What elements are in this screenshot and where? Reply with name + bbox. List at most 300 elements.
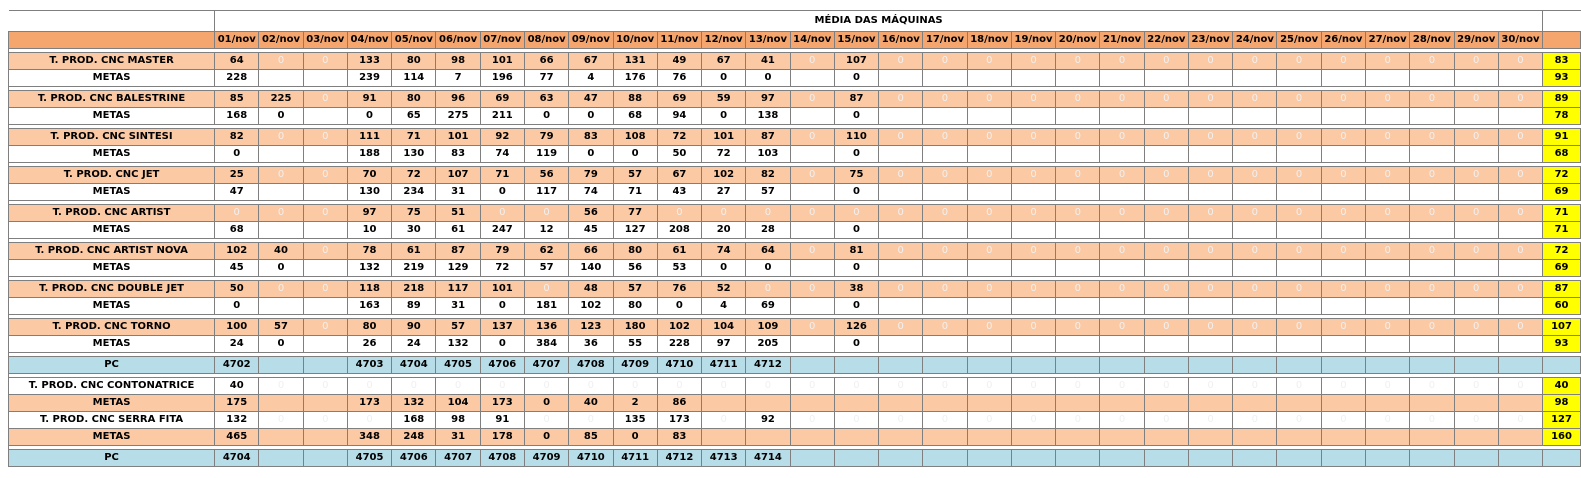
meta-value[interactable] [1277,70,1321,87]
meta-value[interactable]: 0 [702,108,746,125]
meta-value[interactable] [1100,429,1144,446]
production-value[interactable]: 41 [746,53,790,70]
production-value[interactable]: 0 [1144,243,1188,260]
day-header[interactable]: 24/nov [1233,32,1277,49]
meta-value[interactable] [1410,184,1454,201]
meta-value[interactable] [1233,184,1277,201]
meta-value[interactable]: 0 [834,298,878,315]
pc-value[interactable] [1144,450,1188,467]
meta-value[interactable]: 104 [436,395,480,412]
meta-value[interactable] [1277,260,1321,277]
pc-value[interactable] [1277,450,1321,467]
production-value[interactable]: 0 [1454,205,1498,222]
production-value[interactable]: 0 [1366,412,1410,429]
pc-value[interactable]: 4704 [392,357,436,374]
meta-value[interactable]: 196 [480,70,524,87]
meta-value[interactable] [923,108,967,125]
pc-value[interactable] [879,450,923,467]
production-value[interactable]: 0 [1100,53,1144,70]
meta-value[interactable]: 0 [347,108,391,125]
meta-value[interactable] [1366,260,1410,277]
meta-value[interactable] [303,429,347,446]
meta-value[interactable] [1011,146,1055,163]
pc-value[interactable] [1011,357,1055,374]
production-value[interactable]: 102 [215,243,259,260]
production-value[interactable]: 57 [613,281,657,298]
pc-value[interactable]: 4712 [657,450,701,467]
meta-value[interactable] [1011,298,1055,315]
corner-cell[interactable] [9,11,215,32]
production-value[interactable]: 0 [1011,167,1055,184]
production-value[interactable]: 0 [1100,129,1144,146]
meta-value[interactable] [1366,336,1410,353]
production-value[interactable]: 0 [1321,129,1365,146]
production-value[interactable]: 0 [1100,91,1144,108]
production-value[interactable]: 0 [303,129,347,146]
meta-value[interactable]: 24 [392,336,436,353]
meta-value[interactable]: 0 [215,298,259,315]
meta-value[interactable]: 10 [347,222,391,239]
pc-value[interactable]: 4710 [569,450,613,467]
meta-value[interactable]: 45 [215,260,259,277]
production-value[interactable]: 0 [1188,91,1232,108]
production-value[interactable]: 0 [303,412,347,429]
meta-value[interactable]: 119 [524,146,568,163]
production-value[interactable]: 0 [1321,53,1365,70]
pc-value[interactable] [1277,357,1321,374]
production-value[interactable]: 135 [613,412,657,429]
day-header[interactable]: 11/nov [657,32,701,49]
meta-value[interactable] [1454,336,1498,353]
meta-value[interactable] [1144,108,1188,125]
meta-value[interactable]: 47 [215,184,259,201]
meta-value[interactable] [1277,336,1321,353]
meta-value[interactable]: 30 [392,222,436,239]
meta-value[interactable]: 20 [702,222,746,239]
production-value[interactable]: 0 [1498,205,1542,222]
meta-value[interactable] [1188,222,1232,239]
production-value[interactable]: 0 [1277,205,1321,222]
production-value[interactable]: 0 [303,205,347,222]
production-value[interactable]: 0 [923,205,967,222]
production-value[interactable]: 0 [967,243,1011,260]
production-average[interactable]: 72 [1543,167,1581,184]
pc-value[interactable] [1100,450,1144,467]
production-value[interactable]: 100 [215,319,259,336]
production-value[interactable]: 0 [259,205,303,222]
day-header[interactable]: 25/nov [1277,32,1321,49]
pc-value[interactable] [834,357,878,374]
meta-value[interactable]: 68 [613,108,657,125]
production-value[interactable]: 0 [834,378,878,395]
meta-value[interactable] [790,222,834,239]
meta-value[interactable]: 228 [215,70,259,87]
meta-value[interactable]: 65 [392,108,436,125]
production-value[interactable]: 47 [569,91,613,108]
production-value[interactable]: 0 [967,129,1011,146]
meta-value[interactable]: 130 [392,146,436,163]
header-blank[interactable] [9,32,215,49]
production-value[interactable]: 0 [1011,205,1055,222]
production-value[interactable]: 0 [1011,281,1055,298]
meta-value[interactable] [1233,222,1277,239]
metas-label[interactable]: METAS [9,184,215,201]
production-value[interactable]: 0 [1011,53,1055,70]
production-value[interactable]: 81 [834,243,878,260]
production-value[interactable]: 0 [347,412,391,429]
production-value[interactable]: 126 [834,319,878,336]
production-value[interactable]: 0 [1454,91,1498,108]
metas-label[interactable]: METAS [9,429,215,446]
meta-value[interactable] [1498,260,1542,277]
day-header[interactable]: 08/nov [524,32,568,49]
machine-label[interactable]: T. PROD. CNC DOUBLE JET [9,281,215,298]
production-value[interactable]: 0 [613,378,657,395]
meta-value[interactable]: 168 [215,108,259,125]
meta-value[interactable]: 83 [436,146,480,163]
production-value[interactable]: 80 [392,91,436,108]
production-value[interactable]: 0 [1277,129,1321,146]
day-header[interactable]: 09/nov [569,32,613,49]
meta-value[interactable]: 86 [657,395,701,412]
production-value[interactable]: 0 [1321,319,1365,336]
meta-value[interactable] [1188,108,1232,125]
meta-value[interactable]: 89 [392,298,436,315]
production-value[interactable]: 0 [1144,91,1188,108]
production-value[interactable]: 0 [1454,243,1498,260]
meta-value[interactable]: 53 [657,260,701,277]
meta-value[interactable]: 248 [392,429,436,446]
production-value[interactable]: 0 [1454,319,1498,336]
meta-value[interactable] [1100,146,1144,163]
pc-value[interactable]: 4712 [746,357,790,374]
production-value[interactable]: 38 [834,281,878,298]
meta-value[interactable] [259,298,303,315]
meta-value[interactable]: 0 [834,222,878,239]
production-value[interactable]: 0 [303,243,347,260]
pc-value[interactable] [1233,450,1277,467]
pc-value[interactable] [1454,450,1498,467]
meta-value[interactable]: 384 [524,336,568,353]
production-value[interactable]: 0 [1454,378,1498,395]
production-value[interactable]: 82 [746,167,790,184]
production-value[interactable]: 0 [790,205,834,222]
production-value[interactable]: 0 [259,412,303,429]
metas-average[interactable]: 68 [1543,146,1581,163]
machine-label[interactable]: T. PROD. CNC SERRA FITA [9,412,215,429]
pc-value[interactable]: 4714 [746,450,790,467]
production-value[interactable]: 80 [392,53,436,70]
meta-value[interactable]: 114 [392,70,436,87]
production-value[interactable]: 0 [923,412,967,429]
production-value[interactable]: 0 [1498,129,1542,146]
production-value[interactable]: 0 [1277,319,1321,336]
day-header[interactable]: 26/nov [1321,32,1365,49]
meta-value[interactable] [1233,260,1277,277]
meta-value[interactable] [1144,70,1188,87]
meta-value[interactable] [1498,298,1542,315]
meta-value[interactable] [923,222,967,239]
production-value[interactable]: 0 [1144,205,1188,222]
production-value[interactable]: 40 [259,243,303,260]
meta-value[interactable]: 247 [480,222,524,239]
meta-value[interactable] [1366,70,1410,87]
production-value[interactable]: 0 [657,205,701,222]
meta-value[interactable] [746,395,790,412]
machine-label[interactable]: T. PROD. CNC SINTESI [9,129,215,146]
corner-cell[interactable] [1543,11,1581,32]
meta-value[interactable]: 0 [215,146,259,163]
production-value[interactable]: 72 [657,129,701,146]
day-header[interactable]: 10/nov [613,32,657,49]
production-value[interactable]: 83 [569,129,613,146]
meta-value[interactable] [1410,336,1454,353]
production-value[interactable]: 0 [923,53,967,70]
production-value[interactable]: 0 [967,53,1011,70]
meta-value[interactable] [1100,222,1144,239]
production-value[interactable]: 75 [392,205,436,222]
production-value[interactable]: 66 [524,53,568,70]
production-value[interactable]: 0 [1011,378,1055,395]
production-value[interactable]: 0 [303,167,347,184]
pc-value[interactable]: 4709 [613,357,657,374]
meta-value[interactable] [923,260,967,277]
production-value[interactable]: 0 [259,281,303,298]
meta-value[interactable]: 0 [834,184,878,201]
meta-value[interactable] [1100,70,1144,87]
metas-label[interactable]: METAS [9,336,215,353]
production-value[interactable]: 80 [347,319,391,336]
meta-value[interactable] [1366,146,1410,163]
meta-value[interactable]: 76 [657,70,701,87]
production-value[interactable]: 0 [702,205,746,222]
production-value[interactable]: 61 [657,243,701,260]
production-value[interactable]: 0 [303,281,347,298]
production-value[interactable]: 101 [480,53,524,70]
day-header[interactable]: 13/nov [746,32,790,49]
meta-value[interactable] [1011,184,1055,201]
day-header[interactable]: 21/nov [1100,32,1144,49]
pc-value[interactable] [923,357,967,374]
production-value[interactable]: 0 [1233,281,1277,298]
production-value[interactable]: 0 [1321,243,1365,260]
production-value[interactable]: 0 [1144,281,1188,298]
production-value[interactable]: 88 [613,91,657,108]
meta-value[interactable] [1498,184,1542,201]
meta-value[interactable] [1321,298,1365,315]
meta-value[interactable]: 181 [524,298,568,315]
production-value[interactable]: 69 [657,91,701,108]
meta-value[interactable]: 132 [347,260,391,277]
production-value[interactable]: 0 [790,281,834,298]
production-value[interactable]: 0 [1233,91,1277,108]
meta-value[interactable] [303,336,347,353]
production-value[interactable]: 0 [1056,91,1100,108]
metas-label[interactable]: METAS [9,70,215,87]
meta-value[interactable] [879,298,923,315]
pc-value[interactable] [1188,450,1232,467]
meta-value[interactable] [1100,298,1144,315]
pc-value[interactable] [303,450,347,467]
pc-value[interactable]: 4709 [524,450,568,467]
meta-value[interactable] [1144,298,1188,315]
meta-value[interactable] [923,146,967,163]
pc-value[interactable]: 4705 [436,357,480,374]
meta-value[interactable]: 57 [524,260,568,277]
production-value[interactable]: 137 [480,319,524,336]
production-value[interactable]: 0 [834,205,878,222]
production-value[interactable]: 0 [259,53,303,70]
production-value[interactable]: 0 [1410,412,1454,429]
production-value[interactable]: 0 [879,281,923,298]
meta-value[interactable] [1056,336,1100,353]
pc-value[interactable]: 4711 [613,450,657,467]
production-value[interactable]: 0 [1056,167,1100,184]
pc-value[interactable] [1056,450,1100,467]
production-value[interactable]: 0 [1366,53,1410,70]
meta-value[interactable] [1454,260,1498,277]
production-average[interactable]: 127 [1543,412,1581,429]
meta-value[interactable] [1100,260,1144,277]
meta-value[interactable] [1410,146,1454,163]
production-value[interactable]: 0 [1188,129,1232,146]
production-value[interactable]: 0 [1498,378,1542,395]
production-value[interactable]: 0 [1277,91,1321,108]
production-value[interactable]: 0 [967,205,1011,222]
meta-value[interactable] [1056,108,1100,125]
production-value[interactable]: 102 [657,319,701,336]
meta-value[interactable] [1410,260,1454,277]
production-value[interactable]: 0 [1410,319,1454,336]
production-value[interactable]: 0 [1410,91,1454,108]
meta-value[interactable]: 36 [569,336,613,353]
meta-value[interactable] [1056,222,1100,239]
production-value[interactable]: 79 [480,243,524,260]
pc-value[interactable] [1144,357,1188,374]
meta-value[interactable]: 138 [746,108,790,125]
production-value[interactable]: 132 [215,412,259,429]
production-value[interactable]: 67 [657,167,701,184]
meta-value[interactable]: 80 [613,298,657,315]
production-value[interactable]: 0 [1366,378,1410,395]
meta-value[interactable] [1277,298,1321,315]
production-value[interactable]: 66 [569,243,613,260]
day-header[interactable]: 06/nov [436,32,480,49]
meta-value[interactable] [1144,429,1188,446]
day-header[interactable]: 17/nov [923,32,967,49]
production-value[interactable]: 0 [1498,281,1542,298]
meta-value[interactable] [1100,395,1144,412]
meta-value[interactable]: 465 [215,429,259,446]
meta-value[interactable]: 0 [657,298,701,315]
meta-value[interactable]: 188 [347,146,391,163]
pc-value[interactable] [1233,357,1277,374]
meta-value[interactable]: 275 [436,108,480,125]
meta-value[interactable] [1321,395,1365,412]
production-value[interactable]: 0 [746,378,790,395]
meta-value[interactable] [879,222,923,239]
meta-value[interactable] [702,429,746,446]
meta-value[interactable] [1188,429,1232,446]
meta-value[interactable] [967,260,1011,277]
production-value[interactable]: 0 [303,53,347,70]
meta-value[interactable]: 0 [259,336,303,353]
day-header[interactable]: 30/nov [1498,32,1542,49]
meta-value[interactable] [1321,336,1365,353]
meta-value[interactable]: 0 [259,108,303,125]
meta-value[interactable]: 61 [436,222,480,239]
meta-value[interactable]: 0 [746,70,790,87]
meta-value[interactable] [967,146,1011,163]
production-value[interactable]: 0 [1233,167,1277,184]
meta-value[interactable] [790,298,834,315]
meta-value[interactable] [879,336,923,353]
production-value[interactable]: 133 [347,53,391,70]
production-value[interactable]: 0 [923,378,967,395]
production-value[interactable]: 0 [1056,243,1100,260]
production-value[interactable]: 109 [746,319,790,336]
meta-value[interactable]: 0 [613,146,657,163]
production-value[interactable]: 69 [480,91,524,108]
meta-value[interactable] [1144,395,1188,412]
meta-value[interactable] [1366,429,1410,446]
meta-value[interactable] [303,70,347,87]
production-average[interactable]: 71 [1543,205,1581,222]
production-value[interactable]: 104 [702,319,746,336]
production-value[interactable]: 0 [1454,53,1498,70]
meta-value[interactable] [1277,146,1321,163]
meta-value[interactable] [1277,184,1321,201]
production-value[interactable]: 101 [702,129,746,146]
meta-value[interactable] [1454,70,1498,87]
meta-value[interactable] [923,336,967,353]
meta-value[interactable] [1277,429,1321,446]
header-average[interactable] [1543,32,1581,49]
meta-value[interactable] [790,70,834,87]
pc-value[interactable] [790,450,834,467]
production-value[interactable]: 0 [923,243,967,260]
production-value[interactable]: 0 [1277,281,1321,298]
meta-value[interactable]: 83 [657,429,701,446]
pc-value[interactable] [259,450,303,467]
production-value[interactable]: 0 [1233,205,1277,222]
meta-value[interactable]: 103 [746,146,790,163]
day-header[interactable]: 29/nov [1454,32,1498,49]
production-value[interactable]: 0 [1056,281,1100,298]
production-value[interactable]: 97 [347,205,391,222]
meta-value[interactable] [1233,146,1277,163]
production-value[interactable]: 0 [1410,53,1454,70]
meta-value[interactable]: 239 [347,70,391,87]
meta-value[interactable]: 129 [436,260,480,277]
meta-value[interactable] [1498,108,1542,125]
production-value[interactable]: 0 [879,412,923,429]
meta-value[interactable] [1366,395,1410,412]
meta-value[interactable]: 74 [480,146,524,163]
production-value[interactable]: 25 [215,167,259,184]
meta-value[interactable]: 132 [392,395,436,412]
production-value[interactable]: 0 [790,129,834,146]
pc-value[interactable] [1454,357,1498,374]
production-value[interactable]: 108 [613,129,657,146]
meta-value[interactable] [967,336,1011,353]
meta-value[interactable]: 43 [657,184,701,201]
meta-value[interactable] [1188,395,1232,412]
meta-value[interactable] [967,70,1011,87]
meta-value[interactable] [702,395,746,412]
production-value[interactable]: 0 [1188,378,1232,395]
meta-value[interactable] [1410,429,1454,446]
